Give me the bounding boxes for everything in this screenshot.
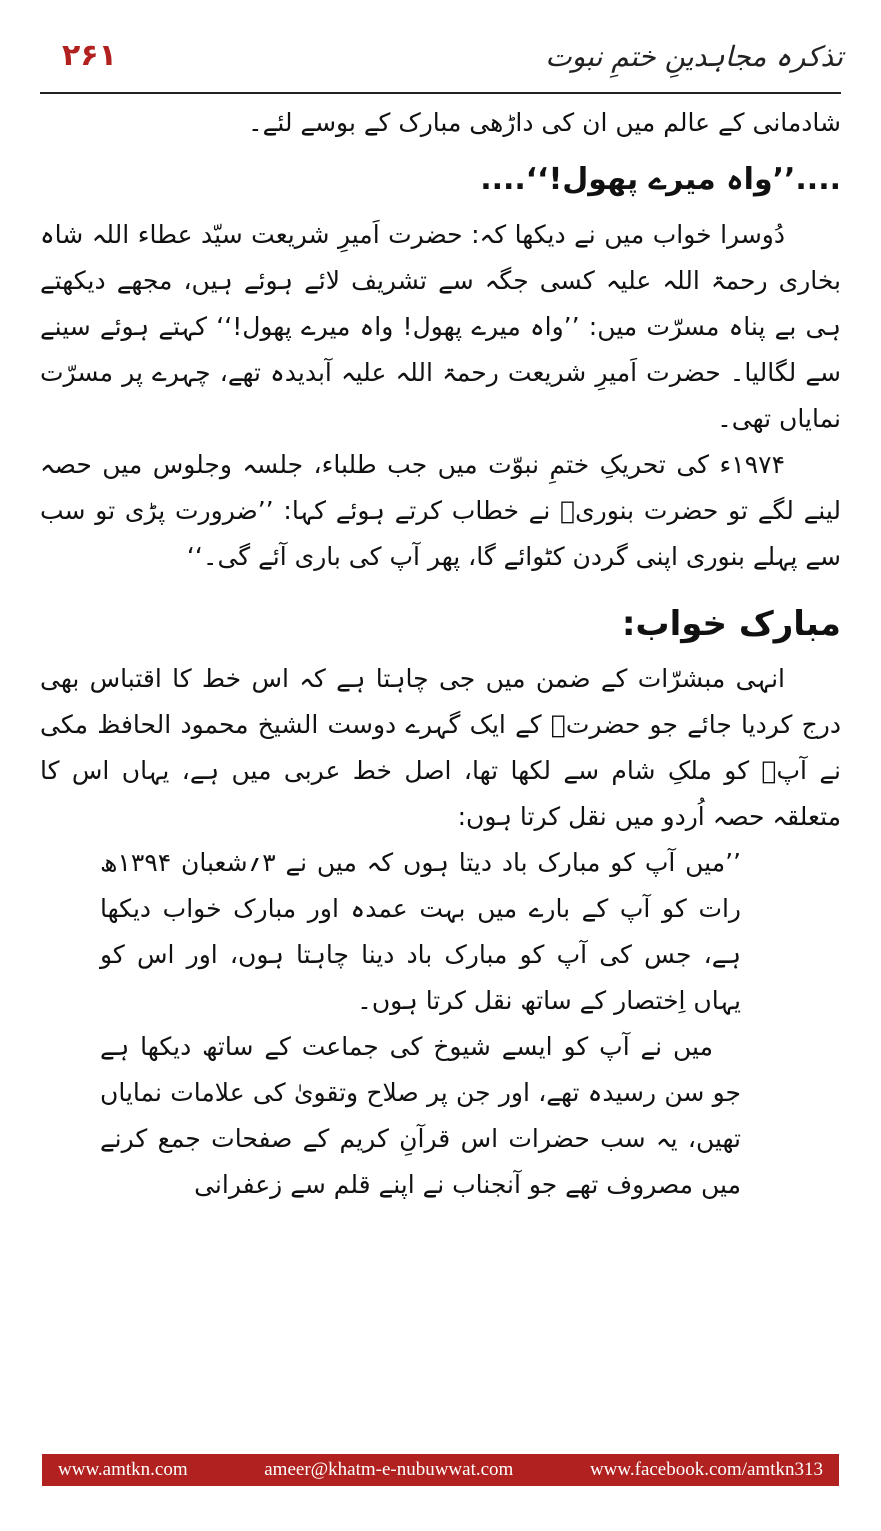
quote-paragraph-1: ’’میں آپ کو مبارک باد دیتا ہوں کہ میں نے ۳؍شعبان ۱۳۹۴ھ رات کو آپ کے بارے میں بہت عمدہ اور مبارک خواب دیکھا ہے، جس کی آپ کو مبارک باد دینا چاہتا ہوں، اور اس کو یہاں اِختصار کے ساتھ نقل کرتا ہوں۔ <box>100 848 741 1015</box>
page-body <box>40 100 841 1208</box>
page-number: ۲۶۱ <box>62 38 117 73</box>
heading-wah-mere-phool: ....’’واہ میرے پھول!‘‘.... <box>480 162 841 197</box>
paragraph-4: انہی مبشرّات کے ضمن میں جی چاہتا ہے کہ اس خط کا اقتباس بھی درج کردیا جائے جو حضرتؒ کے ایک گہرے دوست الشیخ محمود الحافظ مکی نے آپؒ کو ملکِ شام سے لکھا تھا، اصل خط عربی میں ہے، یہاں اس کا متعلقہ حصہ اُردو میں نقل کرتا ہوں: <box>40 664 841 831</box>
header-rule <box>40 92 841 94</box>
footer-facebook-link[interactable]: www.facebook.com/amtkn313 <box>589 1459 823 1480</box>
paragraph-3: ۱۹۷۴ء کی تحریکِ ختمِ نبوّت میں جب طلباء، جلسہ وجلوس میں حصہ لینے لگے تو حضرت بنوریؒ نے خطاب کرتے ہوئے کہا: ’’ضرورت پڑی تو سب سے پہلے بنوری اپنی گردن کٹوائے گا، پھر آپ کی باری آئے گی۔‘‘ <box>40 450 841 571</box>
heading-mubarak-khwab: مبارک خواب: <box>621 604 841 644</box>
quote-paragraph-2: میں نے آپ کو ایسے شیوخ کی جماعت کے ساتھ دیکھا ہے جو سن رسیدہ تھے، اور جن پر صلاح وتقویٰ کی علامات نمایاں تھیں، یہ سب حضرات اس قرآنِ کریم کے صفحات جمع کرنے میں مصروف تھے جو آنجناب نے اپنے قلم سے زعفرانی <box>100 1032 741 1199</box>
paragraph-2: دُوسرا خواب میں نے دیکھا کہ: حضرت اَمیرِ شریعت سیّد عطاء اللہ شاہ بخاری رحمۃ اللہ علیہ کسی جگہ سے تشریف لائے ہوئے ہیں، مجھے دیکھتے ہی بے پناہ مسرّت میں: ’’واہ میرے پھول! واہ میرے پھول!‘‘ کہتے ہوئے سینے سے لگالیا۔ حضرت اَمیرِ شریعت رحمۃ اللہ علیہ آبدیدہ تھے، چہرے پر مسرّت نمایاں تھی۔ <box>40 220 841 433</box>
footer-bar <box>42 1454 839 1486</box>
footer-website-link[interactable]: www.amtkn.com <box>58 1459 188 1480</box>
footer-email-link[interactable]: ameer@khatm-e-nubuwwat.com <box>264 1459 514 1480</box>
paragraph-1: شادمانی کے عالم میں ان کی داڑھی مبارک کے بوسے لئے۔ <box>248 108 841 137</box>
running-title: تذکرہ مجاہدینِ ختمِ نبوت <box>545 40 843 73</box>
